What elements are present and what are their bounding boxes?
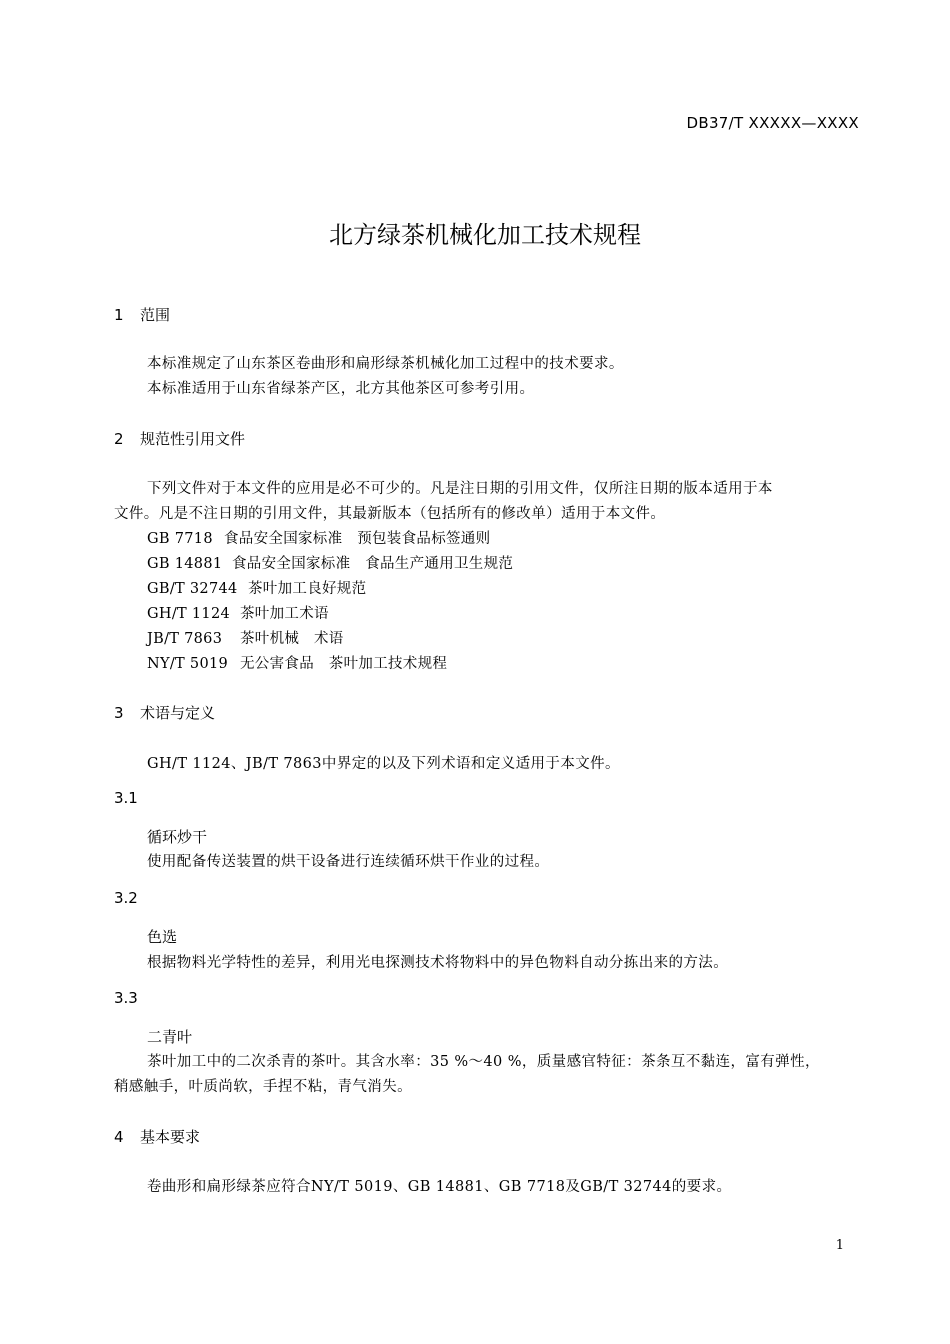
section-number: 3 <box>114 704 124 722</box>
term-definition: 稍感触手，叶质尚软，手捏不粘，青气消失。 <box>114 1079 412 1095</box>
reference-item <box>147 652 447 673</box>
reference-code: NY/T 5019 <box>147 656 229 672</box>
reference-code: GB 14881 <box>147 556 223 572</box>
reference-title: 食品安全国家标准 预包装食品标签通则 <box>224 531 491 547</box>
section-title: 基本要求 <box>140 1128 201 1146</box>
section-number: 4 <box>114 1128 124 1146</box>
document-title: 北方绿茶机械化加工技术规程 <box>329 221 641 249</box>
term-name: 二青叶 <box>147 1028 193 1046</box>
section-number: 1 <box>114 306 124 324</box>
section-1-heading <box>114 304 170 325</box>
reference-item <box>147 552 513 573</box>
paragraph: GH/T 1124、JB/T 7863中界定的以及下列术语和定义适用于本文件。 <box>147 756 620 772</box>
document-id: DB37/T XXXXX—XXXX <box>686 114 859 132</box>
term-definition: 根据物料光学特性的差异，利用光电探测技术将物料中的异色物料自动分拣出来的方法。 <box>147 955 729 971</box>
reference-code: GB 7718 <box>147 531 213 547</box>
section-title: 术语与定义 <box>140 704 216 722</box>
term-definition: 茶叶加工中的二次杀青的茶叶。其含水率：35 %～40 %，质量感官特征：茶条互不黏连，富有弹性， <box>147 1054 820 1070</box>
page-number: 1 <box>835 1238 844 1253</box>
term-name: 循环炒干 <box>147 828 208 846</box>
reference-title: 茶叶机械 术语 <box>240 631 344 647</box>
reference-title: 茶叶加工术语 <box>240 606 329 622</box>
paragraph: 文件。凡是不注日期的引用文件，其最新版本（包括所有的修改单）适用于本文件。 <box>114 506 666 522</box>
section-4-heading <box>114 1126 200 1147</box>
reference-item <box>147 627 344 648</box>
paragraph: 本标准适用于山东省绿茶产区，北方其他茶区可参考引用。 <box>147 381 535 397</box>
term-number: 3.3 <box>114 989 138 1007</box>
reference-title: 食品安全国家标准 食品生产通用卫生规范 <box>232 556 514 572</box>
reference-item <box>147 577 366 598</box>
term-name: 色选 <box>147 928 178 946</box>
reference-code: GH/T 1124 <box>147 606 230 622</box>
reference-item <box>147 602 329 623</box>
reference-item <box>147 527 490 548</box>
section-title: 规范性引用文件 <box>140 430 246 448</box>
section-3-heading <box>114 702 215 723</box>
section-title: 范围 <box>140 306 171 324</box>
reference-title: 茶叶加工良好规范 <box>248 581 367 597</box>
paragraph: 本标准规定了山东茶区卷曲形和扁形绿茶机械化加工过程中的技术要求。 <box>147 356 624 372</box>
reference-code: JB/T 7863 <box>147 631 223 647</box>
reference-code: GB/T 32744 <box>147 581 238 597</box>
section-2-heading <box>114 428 245 449</box>
paragraph: 卷曲形和扁形绿茶应符合NY/T 5019、GB 14881、GB 7718及GB/T 32744的要求。 <box>147 1179 732 1195</box>
section-number: 2 <box>114 430 124 448</box>
term-number: 3.1 <box>114 789 138 807</box>
term-number: 3.2 <box>114 889 138 907</box>
term-definition: 使用配备传送装置的烘干设备进行连续循环烘干作业的过程。 <box>147 854 550 870</box>
paragraph: 下列文件对于本文件的应用是必不可少的。凡是注日期的引用文件，仅所注日期的版本适用于本 <box>147 481 773 497</box>
reference-title: 无公害食品 茶叶加工技术规程 <box>240 656 448 672</box>
